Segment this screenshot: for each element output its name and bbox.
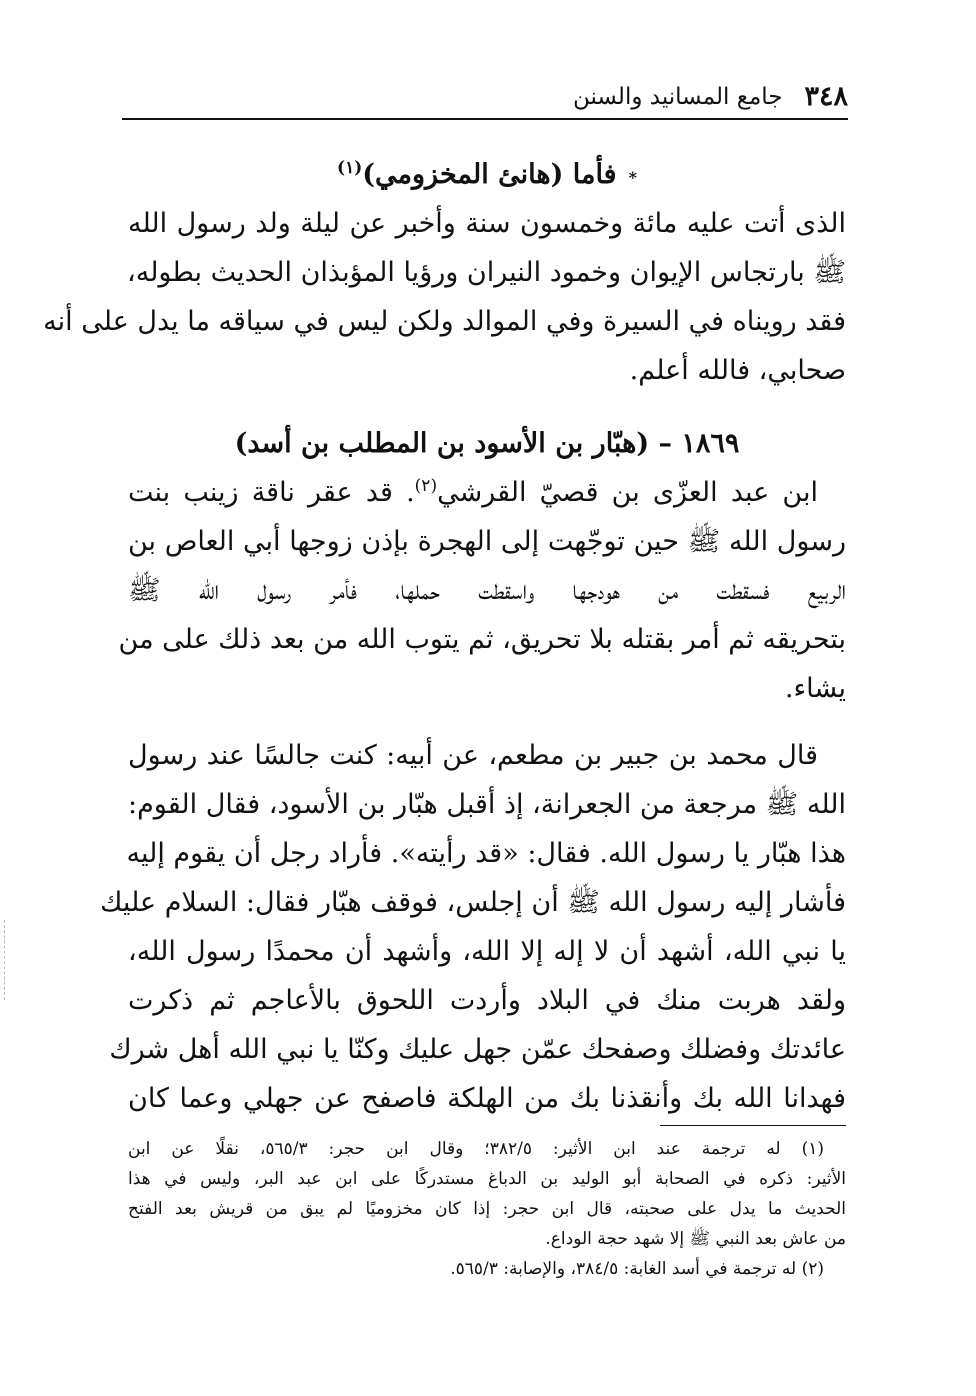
paragraph-line: رسول الله ﷺ حين توجّهت إلى الهجرة بإذن زوجها أبي العاص بن [128,526,846,557]
entry-1869-heading: ١٨٦٩ – (هبّار بن الأسود بن المطلب بن أسد) [234,428,740,459]
paragraph-line: فقد رويناه في السيرة وفي الموالد ولكن ليس في سياقه ما يدل على أنه [43,306,846,337]
footnote-1-line: الحديث ما يدل على صحبته، قال ابن حجر: إذا كان مخزوميًا لم يبق من قريش بعد الفتح [128,1199,846,1219]
footnote-1-line: من عاش بعد النبي ﷺ إلا شهد حجة الوداع. [545,1229,846,1249]
paragraph-line: الذى أتت عليه مائة وخمسون سنة وأخبر عن ليلة ولد رسول الله [128,208,846,239]
footnote-ref-2: (٢) [414,476,438,496]
footnote-1-line: (١) له ترجمة عند ابن الأثير: ٣٨٢/٥؛ وقال ابن حجر: ٥٦٥/٣، نقلًا عن ابن [128,1139,824,1159]
entry-1869-lineage: ابن عبد العزّى بن قصيّ القرشي [437,477,818,508]
paragraph-line: فأشار إليه رسول الله ﷺ أن إجلس، فوقف هبّار فقال: السلام عليك [100,887,846,918]
paragraph-line [128,468,846,517]
paragraph-line: يا نبي الله، أشهد أن لا إله إلا الله، وأشهد أن محمدًا رسول الله، [128,936,846,967]
paragraph-line: عائدتك وفضلك وصفحك عمّن جهل عليك وكنّا يا نبي الله أهل شرك [109,1034,846,1065]
footnote-2: (٢) له ترجمة في أسد الغابة: ٣٨٤/٥، والإصابة: ٥٦٥/٣. [450,1259,824,1279]
page-number: ٣٤٨ [804,81,848,112]
entry-1868-heading [128,150,846,199]
running-title: جامع المسانيد والسنن [572,84,783,110]
paragraph-line: هذا هبّار يا رسول الله. فقال: «قد رأيته». فأراد رجل أن يقوم إليه [126,838,846,869]
footnote-1-line: الأثير: ذكره في الصحابة أبو الوليد بن الدباغ مستدركًا على ابن عبد البر، وليس في هذا [128,1169,846,1189]
paragraph-line: الله ﷺ مرجعة من الجعرانة، إذ أقبل هبّار بن الأسود، فقال القوم: [127,789,846,820]
paragraph-line: الربيع فسقطت من هودجها واسقطت حملها، فأمر رسول الله ﷺ [128,575,846,606]
paragraph-line: ولقد هربت منك في البلاد وأردت اللحوق بالأعاجم ثم ذكرت [128,985,846,1016]
entry-1869-lineage-end: . قد عقر ناقة زينب بنت [128,477,415,508]
footnotes [128,1134,846,1284]
paragraph-line: بتحريقه ثم أمر بقتله بلا تحريق، ثم يتوب الله من بعد ذلك على من [118,624,846,655]
paragraph-line: يشاء. [784,673,846,704]
main-text [43,150,846,1123]
star-marker-icon: * [628,168,637,187]
page-header [122,78,848,112]
paragraph-line: قال محمد بن جبير بن مطعم، عن أبيه: كنت جالسًا عند رسول [128,740,818,771]
scan-margin-mark [4,920,5,1000]
footnote-separator [660,1125,846,1126]
entry-1868-title: فأما (هانئ المخزومي) [362,159,617,190]
header-rule [122,118,848,120]
paragraph-line: فهدانا الله بك وأنقذنا بك من الهلكة فاصفح عن جهلي وعما كان [128,1083,846,1114]
paragraph-line: صحابي، فالله أعلم. [629,355,846,386]
paragraph-line: ﷺ بارتجاس الإيوان وخمود النيران ورؤيا المؤبذان الحديث بطوله، [127,257,846,288]
footnote-ref-1: (١) [337,158,363,178]
